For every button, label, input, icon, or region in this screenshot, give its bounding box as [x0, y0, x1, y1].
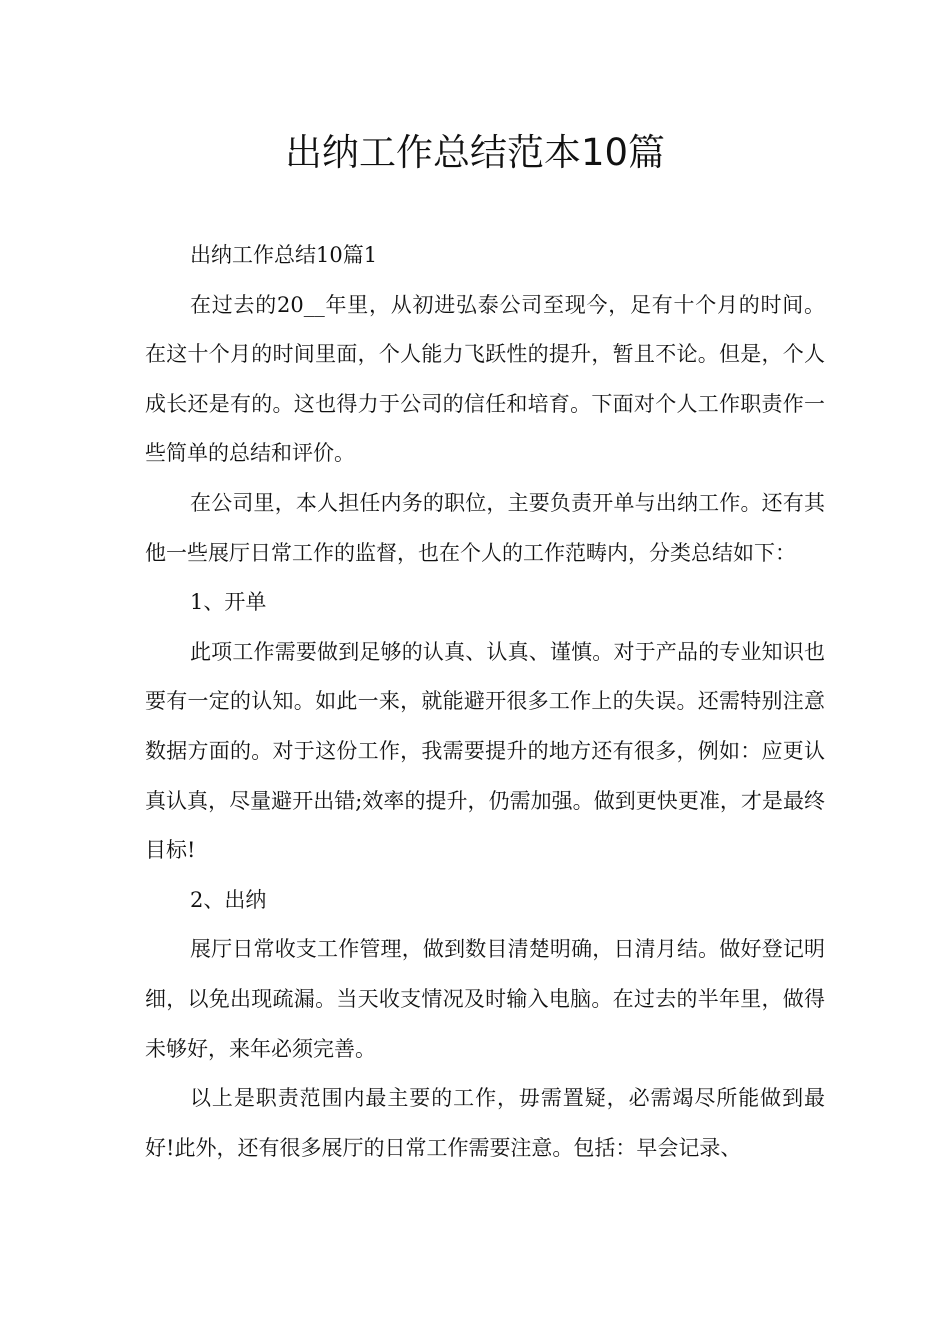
subsection-heading: 1、开单 [190, 590, 267, 615]
paragraph: 在过去的20__年里，从初进弘泰公司至现今，足有十个月的时间。在这十个月的时间里面，个人能力飞跃性的提升，暂且不论。但是，个人成长还是有的。这也得力于公司的信任和培育。下面对个人工作职责作一些简单的总结和评价。 [145, 292, 825, 466]
document-title: 出纳工作总结范本10篇 [284, 131, 666, 174]
subsection-heading: 2、出纳 [190, 887, 267, 912]
paragraph: 在公司里，本人担任内务的职位，主要负责开单与出纳工作。还有其他一些展厅日常工作的监督，也在个人的工作范畴内，分类总结如下： [145, 490, 825, 565]
document-body [145, 231, 825, 1173]
paragraph: 展厅日常收支工作管理，做到数目清楚明确，日清月结。做好登记明细，以免出现疏漏。当天收支情况及时输入电脑。在过去的半年里，做得未够好，来年必须完善。 [145, 937, 825, 1061]
paragraph: 此项工作需要做到足够的认真、认真、谨慎。对于产品的专业知识也要有一定的认知。如此一来，就能避开很多工作上的失误。还需特别注意数据方面的。对于这份工作，我需要提升的地方还有很多，例如：应更认真认真，尽量避开出错;效率的提升，仍需加强。做到更快更准，才是最终目标! [145, 639, 825, 863]
section-heading: 出纳工作总结10篇1 [190, 243, 378, 267]
paragraph: 以上是职责范围内最主要的工作，毋需置疑，必需竭尽所能做到最好!此外，还有很多展厅的日常工作需要注意。包括：早会记录、 [145, 1086, 825, 1160]
